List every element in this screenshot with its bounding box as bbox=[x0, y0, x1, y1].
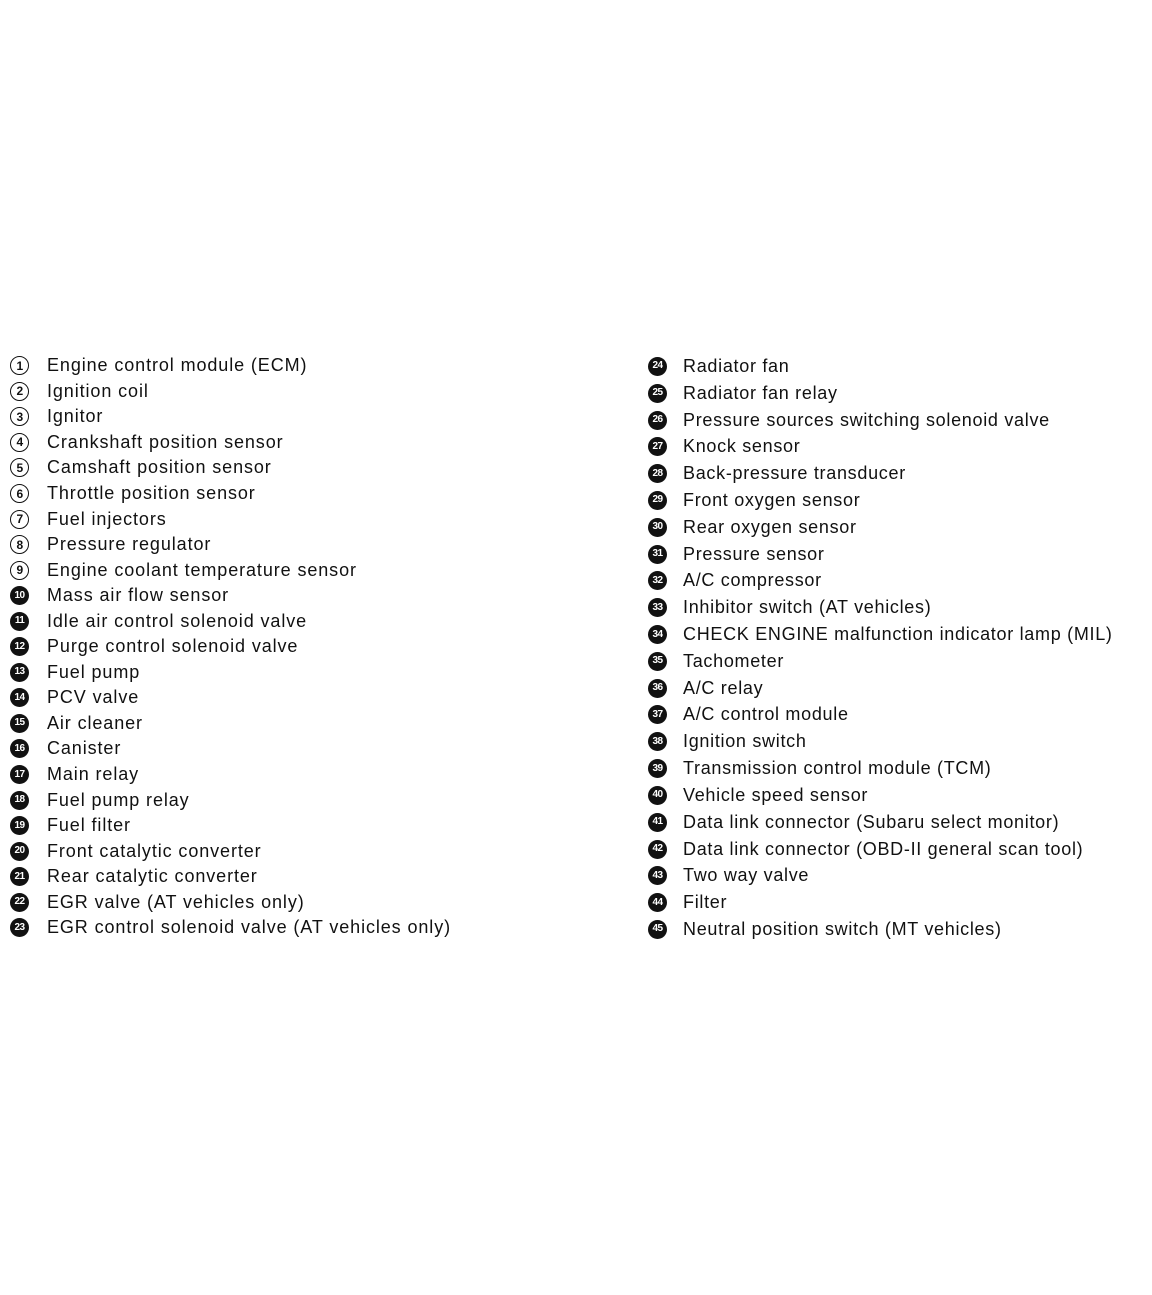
legend-item bbox=[10, 379, 570, 405]
legend-item bbox=[10, 660, 570, 686]
item-label: Pressure sensor bbox=[683, 543, 825, 564]
item-label: Pressure regulator bbox=[47, 534, 212, 555]
item-label: Main relay bbox=[47, 764, 140, 785]
legend-item bbox=[10, 583, 570, 609]
legend-item bbox=[10, 455, 570, 481]
item-label: A/C compressor bbox=[683, 570, 822, 591]
item-number-badge: 44 bbox=[648, 893, 667, 912]
item-number-badge: 39 bbox=[648, 759, 667, 778]
item-label: Ignition coil bbox=[47, 380, 149, 401]
item-number-badge: 13 bbox=[10, 663, 29, 682]
legend-item bbox=[648, 433, 1152, 460]
item-number-badge: 19 bbox=[10, 816, 29, 835]
item-number-badge: 34 bbox=[648, 625, 667, 644]
item-label: Filter bbox=[683, 892, 728, 913]
item-label: Ignitor bbox=[47, 406, 104, 427]
item-label: EGR valve (AT vehicles only) bbox=[47, 891, 305, 912]
item-number-badge: 40 bbox=[648, 786, 667, 805]
legend-item bbox=[10, 404, 570, 430]
item-number-badge: 12 bbox=[10, 637, 29, 656]
item-label: Rear catalytic converter bbox=[47, 866, 258, 887]
item-number-badge: 24 bbox=[648, 357, 667, 376]
item-number-badge: 21 bbox=[10, 867, 29, 886]
legend-item bbox=[648, 541, 1152, 568]
legend-item bbox=[648, 809, 1152, 836]
legend-item bbox=[10, 889, 570, 915]
item-number-badge: 14 bbox=[10, 688, 29, 707]
item-number-badge: 37 bbox=[648, 705, 667, 724]
item-label: Front oxygen sensor bbox=[683, 489, 861, 510]
item-label: Canister bbox=[47, 738, 122, 759]
item-number-badge: 5 bbox=[10, 458, 29, 477]
legend-item bbox=[10, 685, 570, 711]
item-label: Neutral position switch (MT vehicles) bbox=[683, 918, 1002, 939]
item-label: CHECK ENGINE malfunction indicator lamp (MIL) bbox=[683, 624, 1113, 645]
item-label: Tachometer bbox=[683, 650, 785, 671]
legend-item bbox=[10, 864, 570, 890]
item-label: PCV valve bbox=[47, 687, 140, 708]
item-label: Radiator fan bbox=[683, 355, 790, 376]
item-number-badge: 9 bbox=[10, 561, 29, 580]
item-number-badge: 2 bbox=[10, 382, 29, 401]
item-label: Purge control solenoid valve bbox=[47, 636, 299, 657]
item-number-badge: 33 bbox=[648, 598, 667, 617]
legend-item bbox=[648, 782, 1152, 809]
item-number-badge: 45 bbox=[648, 920, 667, 939]
item-label: Vehicle speed sensor bbox=[683, 784, 869, 805]
item-label: Front catalytic converter bbox=[47, 840, 262, 861]
item-number-badge: 28 bbox=[648, 464, 667, 483]
item-label: Inhibitor switch (AT vehicles) bbox=[683, 597, 932, 618]
item-label: A/C control module bbox=[683, 704, 849, 725]
item-number-badge: 23 bbox=[10, 918, 29, 937]
legend-item bbox=[10, 711, 570, 737]
legend-item bbox=[10, 813, 570, 839]
legend-item bbox=[10, 557, 570, 583]
item-number-badge: 3 bbox=[10, 407, 29, 426]
item-number-badge: 16 bbox=[10, 739, 29, 758]
item-label: Idle air control solenoid valve bbox=[47, 610, 308, 631]
item-number-badge: 22 bbox=[10, 893, 29, 912]
item-number-badge: 15 bbox=[10, 714, 29, 733]
item-number-badge: 17 bbox=[10, 765, 29, 784]
legend-item bbox=[648, 889, 1152, 916]
legend-item bbox=[10, 608, 570, 634]
item-label: Rear oxygen sensor bbox=[683, 516, 857, 537]
item-number-badge: 10 bbox=[10, 586, 29, 605]
legend-right-column bbox=[648, 353, 1152, 943]
legend-item bbox=[10, 915, 570, 941]
legend-item bbox=[10, 634, 570, 660]
item-number-badge: 29 bbox=[648, 491, 667, 510]
item-number-badge: 38 bbox=[648, 732, 667, 751]
item-label: Data link connector (Subaru select monitor) bbox=[683, 811, 1060, 832]
item-label: Air cleaner bbox=[47, 712, 143, 733]
item-label: Ignition switch bbox=[683, 731, 807, 752]
item-number-badge: 32 bbox=[648, 571, 667, 590]
item-number-badge: 27 bbox=[648, 437, 667, 456]
legend-item bbox=[10, 762, 570, 788]
item-number-badge: 42 bbox=[648, 840, 667, 859]
item-number-badge: 26 bbox=[648, 411, 667, 430]
item-label: Back-pressure transducer bbox=[683, 463, 906, 484]
item-label: Crankshaft position sensor bbox=[47, 431, 284, 452]
legend-item bbox=[648, 594, 1152, 621]
item-label: A/C relay bbox=[683, 677, 764, 698]
item-label: Data link connector (OBD-II general scan tool) bbox=[683, 838, 1084, 859]
item-label: Two way valve bbox=[683, 865, 810, 886]
legend-item bbox=[10, 506, 570, 532]
legend-item bbox=[648, 380, 1152, 407]
item-label: Throttle position sensor bbox=[47, 483, 256, 503]
legend-item bbox=[10, 353, 570, 379]
item-number-badge: 30 bbox=[648, 518, 667, 537]
legend-item bbox=[648, 460, 1152, 487]
item-label: Engine control module (ECM) bbox=[47, 355, 308, 376]
item-number-badge: 35 bbox=[648, 652, 667, 671]
legend-item bbox=[10, 838, 570, 864]
item-number-badge: 36 bbox=[648, 679, 667, 698]
item-number-badge: 18 bbox=[10, 791, 29, 810]
legend-item bbox=[648, 862, 1152, 889]
item-label: Fuel filter bbox=[47, 815, 131, 836]
item-label: Fuel pump bbox=[47, 661, 141, 682]
item-number-badge: 11 bbox=[10, 612, 29, 631]
legend-item bbox=[10, 481, 570, 507]
item-label: Camshaft position sensor bbox=[47, 457, 272, 478]
item-number-badge: 25 bbox=[648, 384, 667, 403]
legend-item bbox=[10, 430, 570, 456]
legend-item bbox=[10, 736, 570, 762]
item-number-badge: 20 bbox=[10, 842, 29, 861]
item-number-badge: 41 bbox=[648, 813, 667, 832]
legend-item bbox=[648, 728, 1152, 755]
legend-item bbox=[648, 836, 1152, 863]
item-number-badge: 6 bbox=[10, 484, 29, 503]
item-label: Fuel injectors bbox=[47, 508, 167, 529]
legend-item bbox=[648, 487, 1152, 514]
item-number-badge: 7 bbox=[10, 510, 29, 529]
item-number-badge: 31 bbox=[648, 545, 667, 564]
item-label: Transmission control module (TCM) bbox=[683, 758, 992, 779]
legend-left-column bbox=[10, 353, 570, 941]
legend-item bbox=[648, 514, 1152, 541]
legend-item bbox=[648, 675, 1152, 702]
legend-item bbox=[648, 621, 1152, 648]
item-number-badge: 1 bbox=[10, 356, 29, 375]
legend-item bbox=[10, 787, 570, 813]
item-label: Fuel pump relay bbox=[47, 789, 190, 810]
item-number-badge: 8 bbox=[10, 535, 29, 554]
legend-item bbox=[648, 916, 1152, 943]
legend-item bbox=[648, 702, 1152, 729]
legend-item bbox=[648, 648, 1152, 675]
item-label: Pressure sources switching solenoid valve bbox=[683, 409, 1050, 430]
legend-item bbox=[648, 407, 1152, 434]
item-label: EGR control solenoid valve (AT vehicles only) bbox=[47, 917, 451, 938]
item-number-badge: 4 bbox=[10, 433, 29, 452]
legend-item bbox=[648, 568, 1152, 595]
legend-item bbox=[648, 755, 1152, 782]
legend-item bbox=[648, 353, 1152, 380]
item-label: Radiator fan relay bbox=[683, 382, 838, 403]
item-label: Mass air flow sensor bbox=[47, 585, 230, 606]
item-label: Knock sensor bbox=[683, 436, 801, 457]
item-number-badge: 43 bbox=[648, 866, 667, 885]
legend-item bbox=[10, 532, 570, 558]
item-label: Engine coolant temperature sensor bbox=[47, 559, 357, 580]
